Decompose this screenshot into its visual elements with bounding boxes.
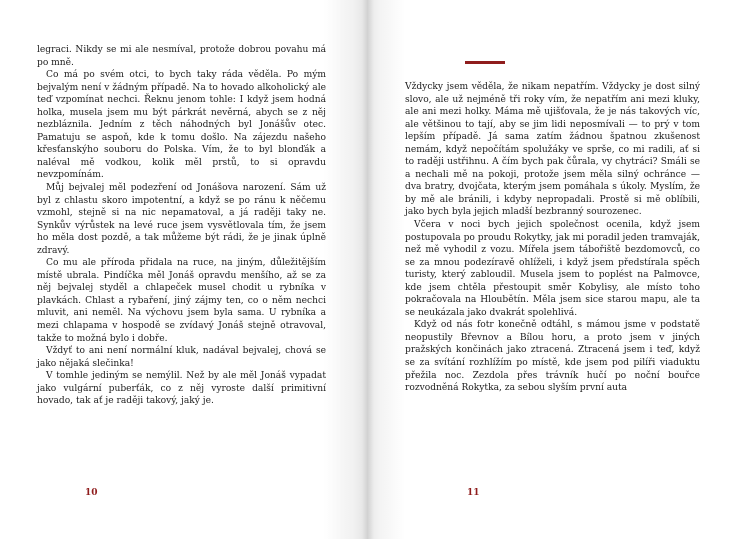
paragraph: Vždycky jsem věděla, že nikam nepatřím. Vždycky je dost silný slovo, ale už nejméně tři roky vím, že nepatřím ani mezi kluky, ale ani mezi holky. Máma mě ujišťovala, že je nás takových víc, ale většinou to tají, aby se jim lidi neposmívali — to prý v tom lepším případě. Já sama zatím žádnou špatnou zkušenost nemám, když nepočítám spolužáky ve sprše, co mi radili, ať si to raději ustřihnu. A čím bych pak čůrala, vy chytráci? Smáli se a nechali mě na pokoji, protože jsem měla silný ochránce — dva bratry, dvojčata, kterým jsem pomáhala s úkoly. Myslím, že by mě ale bránili, i kdyby nepropadali. Prostě si mě oblíbili, jako bych byla jejich mladší bezbranný sourozenec. [405,82,700,218]
paragraph: legraci. Nikdy se mi ale nesmíval, protože dobrou povahu má po mně. [37,45,326,68]
gutter-shadow [362,0,374,539]
left-page-text [37,44,326,408]
paragraph: Vždyť to ani není normální kluk, nadával bejvalej, chová se jako nějaká slečinka! [37,346,326,369]
paragraph: Co mu ale příroda přidala na ruce, na jiným, důležitějším místě ubrala. Pindíčka měl Jonáš opravdu menšího, až se za něj bejvalej styděl a chlapeček musel chodit u rybníka v plavkách. Chlast a rybaření, jiný zájmy ten, co o něm nechci mluvit, ani neměl. Na výchovu jsem byla sama. U rybníka a mezi chlapama v hospodě se zvídavý Jonáš stejně otravoval, takže to možná bylo i dobře. [37,258,326,344]
chapter-divider-rule [465,61,505,64]
paragraph: Můj bejvalej měl podezření od Jonášova narození. Sám už byl z chlastu skoro impotentní, a když se po ránu k něčemu vzmohl, stejně si na nic nepamatoval, a já raději taky ne. Synkův výrůstek na levé ruce jsem vysvětlovala tím, že jsem ho měla dost pozdě, a tak můžeme být rádi, že je jinak úplně zdravý. [37,183,326,256]
page-number: 11 [467,488,480,498]
paragraph: V tomhle jediným se nemýlil. Než by ale měl Jonáš vypadat jako vulgární puberťák, co z něj vyroste další primitivní hovado, tak ať je raději takový, jaký je. [37,371,326,407]
right-page [368,0,737,539]
left-page [0,0,368,539]
paragraph: Včera v noci bych jejich společnost ocenila, když jsem postupovala po proudu Rokytky, jak mi poradil jeden tramvaják, než mě vyhodil z vozu. Mířela jsem tábořiště bezdomovců, co se za mnou podezíravě ohlíželi, i když jsem předstírala spěch turisty, který zabloudil. Musela jsem to poplést na Palmovce, kde jsem chtěla přestoupit směr Kobylisy, ale místo toho pokračovala na Hloubětín. Měla jsem sice starou mapu, ale ta se neukázala jako dvakrát spolehlivá. [405,220,700,318]
paragraph: Když od nás fotr konečně odtáhl, s mámou jsme v podstatě neopustily Břevnov a Bílou horu, a proto jsem v jiných pražských končinách jako ztracená. Ztracená jsem i teď, když se za svítání rozhlížím po místě, kde jsem pod pilíři viaduktu přežila noc. Zezdola přes trávník hučí po noční bouřce rozvodněná Rokytka, za sebou slyším první auta [405,320,700,394]
paragraph: Co má po svém otci, to bych taky ráda věděla. Po mým bejvalým není v žádným případě. Na to hovado alkoholický ale teď vzpomínat nechci. Řeknu jenom tohle: I když jsem hodná holka, musela jsem mu být párkrát nevěrná, abych se z něj nezbláznila. Jedním z těch náhodných byl Jonášův otec. Pamatuju se aspoň, kde k tomu došlo. Na zájezdu našeho křesťanskýho souboru do Polska. Vím, že to byl blonďák a naléval mě vodkou, kolik měl prstů, to si opravdu nevzpomínám. [37,70,326,181]
right-page-text [405,81,700,395]
page-number: 10 [85,488,98,498]
